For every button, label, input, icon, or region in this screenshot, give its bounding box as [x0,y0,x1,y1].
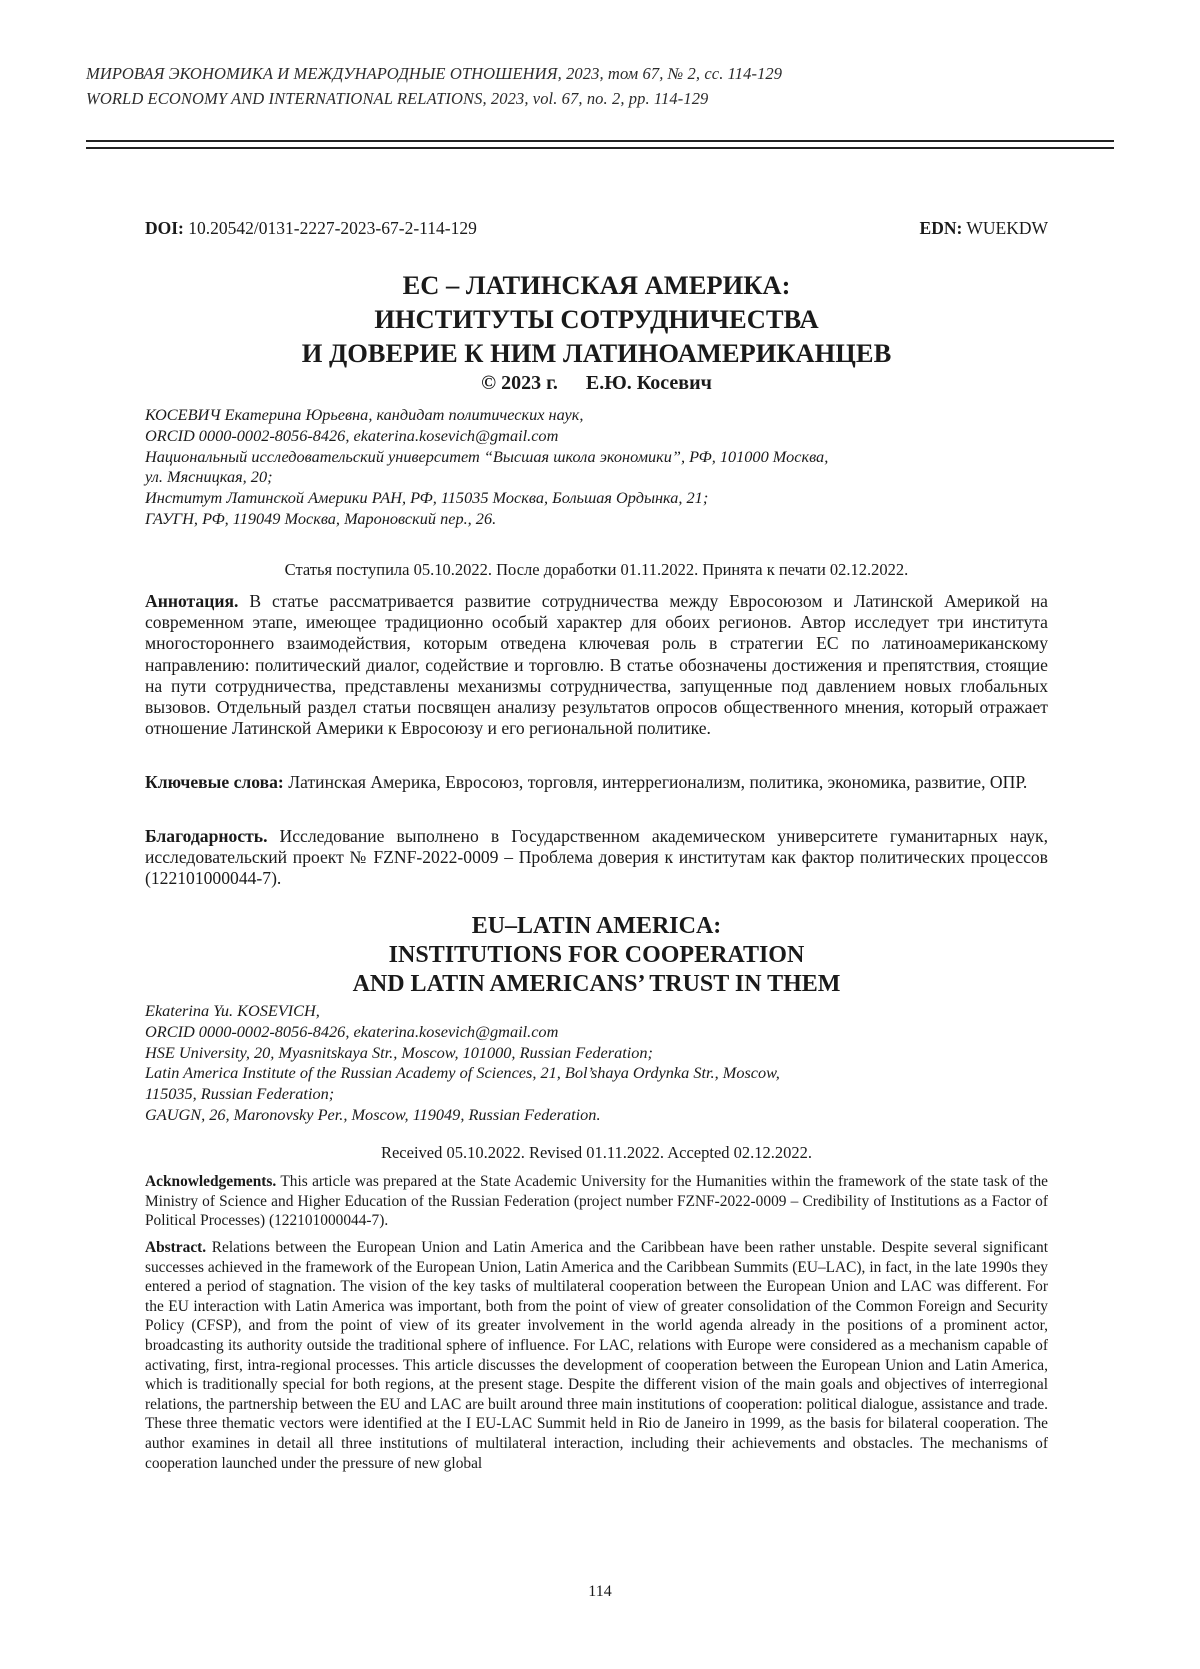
edn-value: WUEKDW [966,218,1048,238]
acknowledgement-ru: Благодарность. Исследование выполнено в Государственном академическом университете гуманитарных наук, исследовательский проект № FZNF-2022-0009 – Проблема доверия к институтам как фактор политических процессов (122101000044-7). [145,826,1048,889]
article-title-ru: ЕС – ЛАТИНСКАЯ АМЕРИКА: ИНСТИТУТЫ СОТРУДНИЧЕСТВА И ДОВЕРИЕ К НИМ ЛАТИНОАМЕРИКАНЦЕВ [301,270,892,368]
page-number: 114 [588,1583,612,1600]
doi-value: 10.20542/0131-2227-2023-67-2-114-129 [188,218,477,238]
acknowledgements-en-label: Acknowledgements. [145,1173,277,1190]
abstract-ru-label: Аннотация. [145,591,239,611]
keywords-ru-label: Ключевые слова: [145,772,284,792]
copyright: © 2023 г. [481,372,558,394]
abstract-ru: Аннотация. В статье рассматривается развитие сотрудничества между Евросоюзом и Латинской Америкой на современном этапе, имеющее традиционно особый характер для обоих регионов. Автор исследует три института многостороннего взаимодействия, которым отведена ключевая роль в стратегии ЕС по латиноамериканскому направлению: политический диалог, содействие и торговлю. В статье обозначены достижения и препятствия, стоящие на пути сотрудничества, представлены механизмы сотрудничества, запущенные под давлением новых глобальных вызовов. Отдельный раздел статьи посвящен анализу результатов опросов общественного мнения, который отражает отношение Латинской Америки к Евросоюзу и его региональной политике. [145,591,1048,739]
journal-header [86,61,1106,111]
identifier-row [145,218,1048,239]
doi: DOI: 10.20542/0131-2227-2023-67-2-114-129 [145,218,477,238]
author-line-ru [145,372,1048,395]
abstract-en: Abstract. Relations between the European Union and Latin America and the Caribbean have been rather unstable. Despite several significant successes achieved in the framework of the European Union, Latin America and the Caribbean Summits (EU–LAC), in fact, in the late 1990s they entered a period of stagnation. The vision of the key tasks of multilateral cooperation between the European Union and LAC was different. For the EU interaction with Latin America was important, both from the point of view of greater consolidation of the Common Foreign and Security Policy (CFSP), and from the point of view of its greater involvement in the world agenda already in the positions of a prominent actor, broadcasting its authority outside the traditional sphere of influence. For LAC, relations with Europe were considered as a mechanism capable of activating, first, intra-regional processes. This article discusses the development of cooperation between the European Union and Latin America, which is traditionally special for both regions, at the present stage. Despite the different vision of the main goals and objectives of interregional relations, the partnership between the EU and LAC are built around three main institutions of cooperation: political dialogue, assistance and trade. These three thematic vectors were identified at the I EU-LAC Summit held in Rio de Janeiro in 1999, as the basis for bilateral cooperation. The author examines in detail all three institutions of multilateral interaction, including their achievements and obstacles. The mechanisms of cooperation launched under the pressure of new global [145,1239,1049,1472]
header-rule-top [86,140,1114,142]
affiliation-ru: КОСЕВИЧ Екатерина Юрьевна, кандидат политических наук, ORCID 0000-0002-8056-8426, ekaterina.kosevich@gmail.com Национальный исследовательский университет “Высшая школа экономики”, РФ, 101000 Москва, ул. Мясницкая, 20; Институт Латинской Америки РАН, РФ, 115035 Москва, Большая Ордынка, 21; ГАУГН, РФ, 119049 Москва, Мароновский пер., 26. [145,405,829,528]
dates-en: Received 05.10.2022. Revised 01.11.2022. Accepted 02.12.2022. [380,1143,813,1162]
article-title-en: EU–LATIN AMERICA: INSTITUTIONS FOR COOPERATION AND LATIN AMERICANS’ TRUST IN THEM [352,913,841,997]
keywords-ru: Ключевые слова: Латинская Америка, Евросоюз, торговля, интеррегионализм, политика, экономика, развитие, ОПР. [145,772,1028,792]
author-name: Е.Ю. Косевич [585,372,712,394]
journal-header-ru: МИРОВАЯ ЭКОНОМИКА И МЕЖДУНАРОДНЫЕ ОТНОШЕНИЯ, 2023, том 67, № 2, сс. 114-129 [86,64,783,83]
affiliation-en: Ekaterina Yu. KOSEVICH, ORCID 0000-0002-8056-8426, ekaterina.kosevich@gmail.com HSE University, 20, Myasnitskaya Str., Moscow, 101000, Russian Federation; Latin America Institute of the Russian Academy of Sciences, 21, Bol’shaya Ordynka Str., Moscow, 115035, Russian Federation; GAUGN, 26, Maronovsky Per., Moscow, 119049, Russian Federation. [145,1001,780,1124]
acknowledgements-en: Acknowledgements. This article was prepared at the State Academic University for the Humanities within the framework of the state task of the Ministry of Science and Higher Education of the Russian Federation (project number FZNF-2022-0009 – Credibility of Institutions as a Factor of Political Processes) (122101000044-7). [145,1173,1048,1230]
dates-ru: Статья поступила 05.10.2022. После доработки 01.11.2022. Принята к печати 02.12.2022. [284,560,909,579]
header-rule-bottom [86,147,1114,149]
abstract-en-label: Abstract. [145,1239,207,1256]
edn: EDN: WUEKDW [919,218,1048,238]
journal-header-en: WORLD ECONOMY AND INTERNATIONAL RELATIONS, 2023, vol. 67, no. 2, pp. 114-129 [86,89,709,108]
acknowledgement-ru-label: Благодарность. [145,826,268,846]
